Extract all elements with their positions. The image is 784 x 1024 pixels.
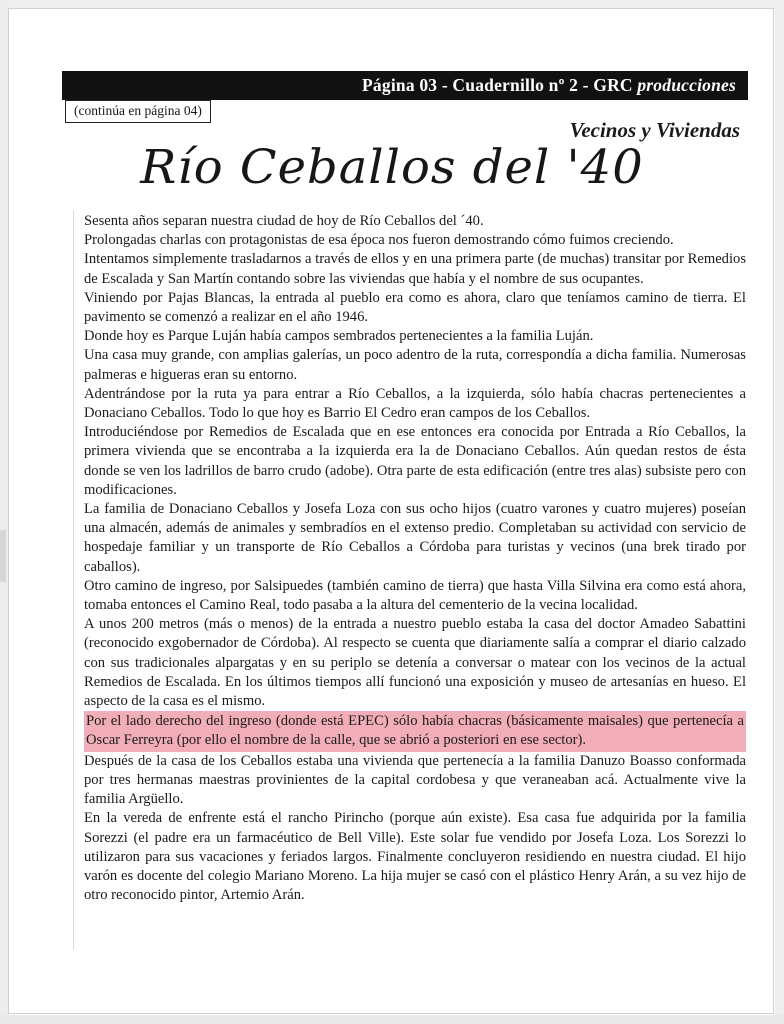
article-paragraph: Prolongadas charlas con protagonistas de esa época nos fueron demostrando cómo fuimos creciendo. <box>84 232 674 249</box>
article-body <box>84 212 746 905</box>
page-header-title-italic: producciones <box>637 75 736 95</box>
article-paragraph: Introduciéndose por Remedios de Escalada que en ese entonces era conocida por Entrada a Río Ceballos, la primera vivienda que se encontraba a la izquierda era la de Donaciano Ceballos. Aún quedan restos de ésta donde se ven los ladrillos de barro crudo (adobe). Otra parte de esta edificación (entre tres alas) subsiste pero con modificaciones. <box>84 424 746 498</box>
article-paragraph: La familia de Donaciano Ceballos y Josefa Loza con sus ocho hijos (cuatro varones y cuatro mujeres) poseían una almacén, además de animales y sembradíos en el extenso predio. Completaban su actividad con servicio de hospedaje familiar y un transporte de Río Ceballos a Córdoba para turistas y vecinos (una brek tirado por caballos). <box>84 501 746 575</box>
article-paragraph: Intentamos simplemente trasladarnos a través de ellos y en una primera parte (de muchas) transitar por Remedios de Escalada y San Martín contando sobre las viviendas que había y el nombre de sus ocupantes. <box>84 251 746 287</box>
highlighted-paragraph: Por el lado derecho del ingreso (donde está EPEC) sólo había chacras (básicamente maisales) que pertenecía a Oscar Ferreyra (por ello el nombre de la calle, que se abrió a posteriori en ese sector). <box>84 711 746 751</box>
article-paragraph: Después de la casa de los Ceballos estaba una vivienda que pertenecía a la familia Danuzo Boasso conformada por tres hermanas maestras provinientes de la capital cordobesa y que veraneaban acá. Actualmente vive la familia Argüello. <box>84 752 746 808</box>
page-header-title-bold: Página 03 - Cuadernillo nº 2 - GRC <box>362 75 638 95</box>
article-script-title: Río Ceballos del '40 <box>140 140 644 195</box>
scan-edge-bottom <box>0 1015 784 1024</box>
article-paragraph: Sesenta años separan nuestra ciudad de hoy de Río Ceballos del ´40. <box>84 213 484 229</box>
article-paragraph: Una casa muy grande, con amplias galerías, un poco adentro de la ruta, correspondía a dicha familia. Numerosas palmeras e higueras eran su entorno. <box>84 347 746 383</box>
article-paragraph: A unos 200 metros (más o menos) de la entrada a nuestro pueblo estaba la casa del doctor Amadeo Sabattini (reconocido exgobernador de Córdoba). Al respecto se cuenta que diariamente salía a comprar el diario calzado con sus tradicionales alpargatas y en su periplo se detenía a conversar o matear con los vecinos de la actual Remedios de Escalada. En los últimos tiempos allí funcionó una exposición y museo de artesanías en hueso. El aspecto de la casa es el mismo. <box>84 616 746 710</box>
scan-left-notch <box>0 530 6 582</box>
page-header-bar <box>62 71 748 100</box>
continuation-note: (continúa en página 04) <box>65 100 211 123</box>
article-paragraph: Viniendo por Pajas Blancas, la entrada al pueblo era como es ahora, claro que teníamos camino de tierra. El pavimento se comenzó a realizar en el año 1946. <box>84 289 746 326</box>
article-paragraph: Donde hoy es Parque Luján había campos sembrados pertenecientes a la familia Luján. <box>84 328 594 345</box>
column-rule <box>73 210 74 950</box>
article-paragraph: Otro camino de ingreso, por Salsipuedes (también camino de tierra) que hasta Villa Silvina era como está ahora, tomaba entonces el Camino Real, todo pasaba a la altura del cementerio de la vecina localidad. <box>84 577 746 614</box>
article-paragraph: En la vereda de enfrente está el rancho Pirincho (porque aún existe). Esa casa fue adquirida por la familia Sorezzi (el padre era un farmacéutico de Bell Ville). Este solar fue vendido por Josefa Loza. Los Sorezzi lo utilizaron para sus vacaciones y feriados largos. Finalmente concluyeron residiendo en nuestra ciudad. El hijo varón es docente del colegio Mariano Moreno. La hija mujer se casó con el plástico Henry Arán, a su vez hijo de otro reconocido pintor, Artemio Arán. <box>84 810 746 904</box>
article-paragraph: Adentrándose por la ruta ya para entrar a Río Ceballos, a la izquierda, sólo había chacras pertenecientes a Donaciano Ceballos. Todo lo que hoy es Barrio El Cedro eran campos de los Ceballos. <box>84 385 746 422</box>
page-header-title <box>362 75 736 96</box>
section-kicker: Vecinos y Viviendas <box>569 118 740 142</box>
